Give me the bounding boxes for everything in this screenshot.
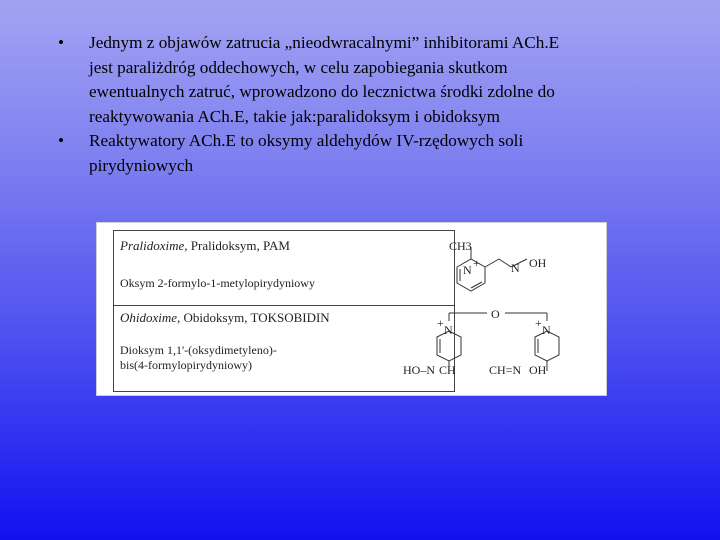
obidoxime-title: Ohidoxime, Obidoksym, TOKSOBIDIN [120,310,330,325]
label-oh: OH [529,256,547,270]
bullet-item [58,31,658,129]
bullet-line: Jednym z objawów zatrucia „nieodwracalnymi” inhibitorami ACh.E [89,33,560,52]
label-ch-eq-n: CH=N [489,363,522,377]
pralidoxime-chem-name: Oksym 2-formylo-1-metylopirydyniowy [120,276,315,290]
structure-figure [96,222,607,396]
bullet-item [58,129,658,178]
label-plus-left: + [437,316,444,330]
label-plus-right: + [535,316,542,330]
bullet-line: ewentualnych zatruć, wprowadzono do lecznictwa środki zdolne do [89,82,555,101]
bullet-line: reaktywowania ACh.E, takie jak:paralidoksym i obidoksym [89,106,500,126]
label-oh-right: OH [529,363,547,377]
obidoxime-chem-name-2: bis(4-formylopirydyniowy) [120,358,252,372]
label-n-oxime: N [511,261,520,275]
bullet-line: pirydyniowych [89,155,194,175]
row-divider [114,305,454,306]
bullet-marker: • [58,131,65,150]
bullet-list [58,31,658,178]
label-n-left: N [444,323,453,337]
label-ch: CH [439,363,456,377]
bullet-marker: • [58,33,65,52]
obidoxime-chem-name-1: Dioksym 1,1'-(oksydimetyleno)- [120,343,277,357]
bullet-line: Reaktywatory ACh.E to oksymy aldehydów IV-rzędowych soli [89,131,524,150]
pralidoxime-title: Pralidoxime, Pralidoksym, PAM [120,238,290,253]
label-n-right: N [542,323,551,337]
label-ho-n: HO–N [403,363,435,377]
label-ch3: CH3 [449,239,472,253]
bullet-line: jest paraliżdróg oddechowych, w celu zapobiegania skutkom [89,57,508,77]
label-o: O [491,307,500,321]
label-n: N [463,263,472,277]
label-plus: + [473,256,480,270]
